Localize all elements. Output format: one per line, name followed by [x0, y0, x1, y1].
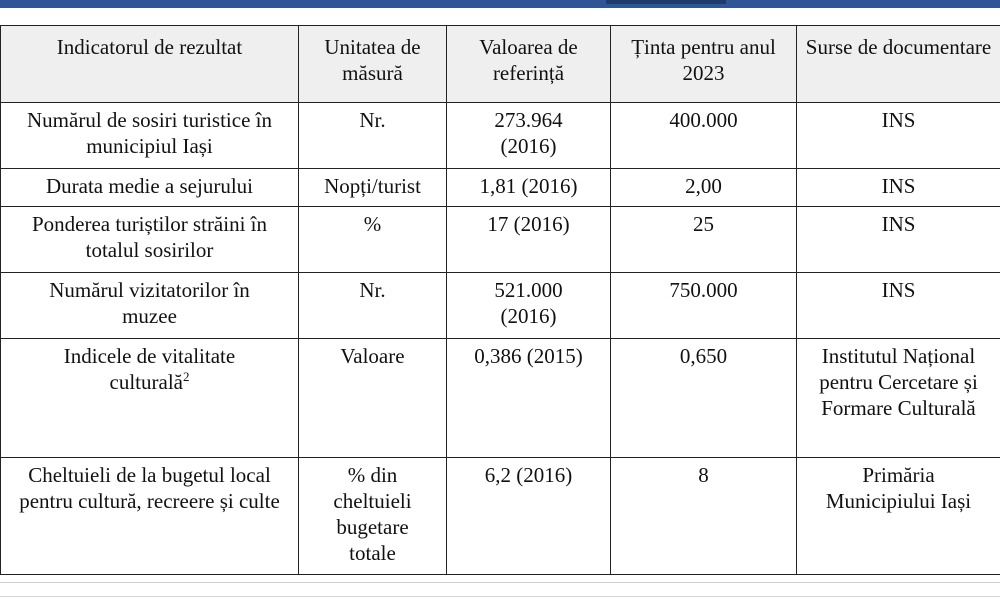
cell-reference-value: 0,386 (2015) [447, 339, 611, 458]
cell-target: 0,650 [611, 339, 797, 458]
table-row [1, 169, 1000, 207]
cell-reference-value: 521.000 (2016) [447, 273, 611, 339]
cell-unit: Nr. [299, 273, 447, 339]
cell-reference-value: 273.964 (2016) [447, 103, 611, 169]
top-accent-bar [0, 0, 1000, 8]
footer-divider [0, 582, 1000, 583]
result-indicators-table [0, 25, 1000, 575]
cell-target: 25 [611, 207, 797, 273]
table-row [1, 458, 1000, 575]
cell-source: INS [797, 207, 1000, 273]
cell-unit: % din cheltuieli bugetare totale [299, 458, 447, 575]
table-row [1, 103, 1000, 169]
cell-indicator: Cheltuieli de la bugetul local pentru cultură, recreere și culte [1, 458, 299, 575]
cell-source: Primăria Municipiului Iași [797, 458, 1000, 575]
cell-indicator [1, 339, 299, 458]
cell-unit: Valoare [299, 339, 447, 458]
cell-reference-value: 1,81 (2016) [447, 169, 611, 207]
table-row [1, 339, 1000, 458]
header-unit: Unitatea de măsură [299, 26, 447, 103]
header-indicator: Indicatorul de rezultat [1, 26, 299, 103]
cell-target: 2,00 [611, 169, 797, 207]
cell-source: INS [797, 273, 1000, 339]
cell-target: 400.000 [611, 103, 797, 169]
table-row [1, 207, 1000, 273]
cell-source: Institutul Național pentru Cercetare și Formare Culturală [797, 339, 1000, 458]
table-row [1, 273, 1000, 339]
cell-reference-value: 6,2 (2016) [447, 458, 611, 575]
cell-source: INS [797, 103, 1000, 169]
cell-reference-value: 17 (2016) [447, 207, 611, 273]
cell-target: 750.000 [611, 273, 797, 339]
cell-indicator: Durata medie a sejurului [1, 169, 299, 207]
cell-indicator: Ponderea turiștilor străini în totalul sosirilor [1, 207, 299, 273]
cell-unit: Nr. [299, 103, 447, 169]
top-accent-tab [606, 0, 726, 4]
header-reference-value: Valoarea de referință [447, 26, 611, 103]
table-header-row [1, 26, 1000, 103]
cell-source: INS [797, 169, 1000, 207]
footnote-marker: 2 [182, 369, 190, 384]
footer-divider [0, 596, 1000, 597]
cell-indicator: Numărul de sosiri turistice în municipiul Iași [1, 103, 299, 169]
header-target-2023: Ținta pentru anul 2023 [611, 26, 797, 103]
cell-indicator: Numărul vizitatorilor în muzee [1, 273, 299, 339]
cell-target: 8 [611, 458, 797, 575]
cell-unit: Nopți/turist [299, 169, 447, 207]
header-sources: Surse de documentare [797, 26, 1000, 103]
cell-indicator-text: Indicele de vitalitate culturală [63, 344, 236, 394]
cell-unit: % [299, 207, 447, 273]
